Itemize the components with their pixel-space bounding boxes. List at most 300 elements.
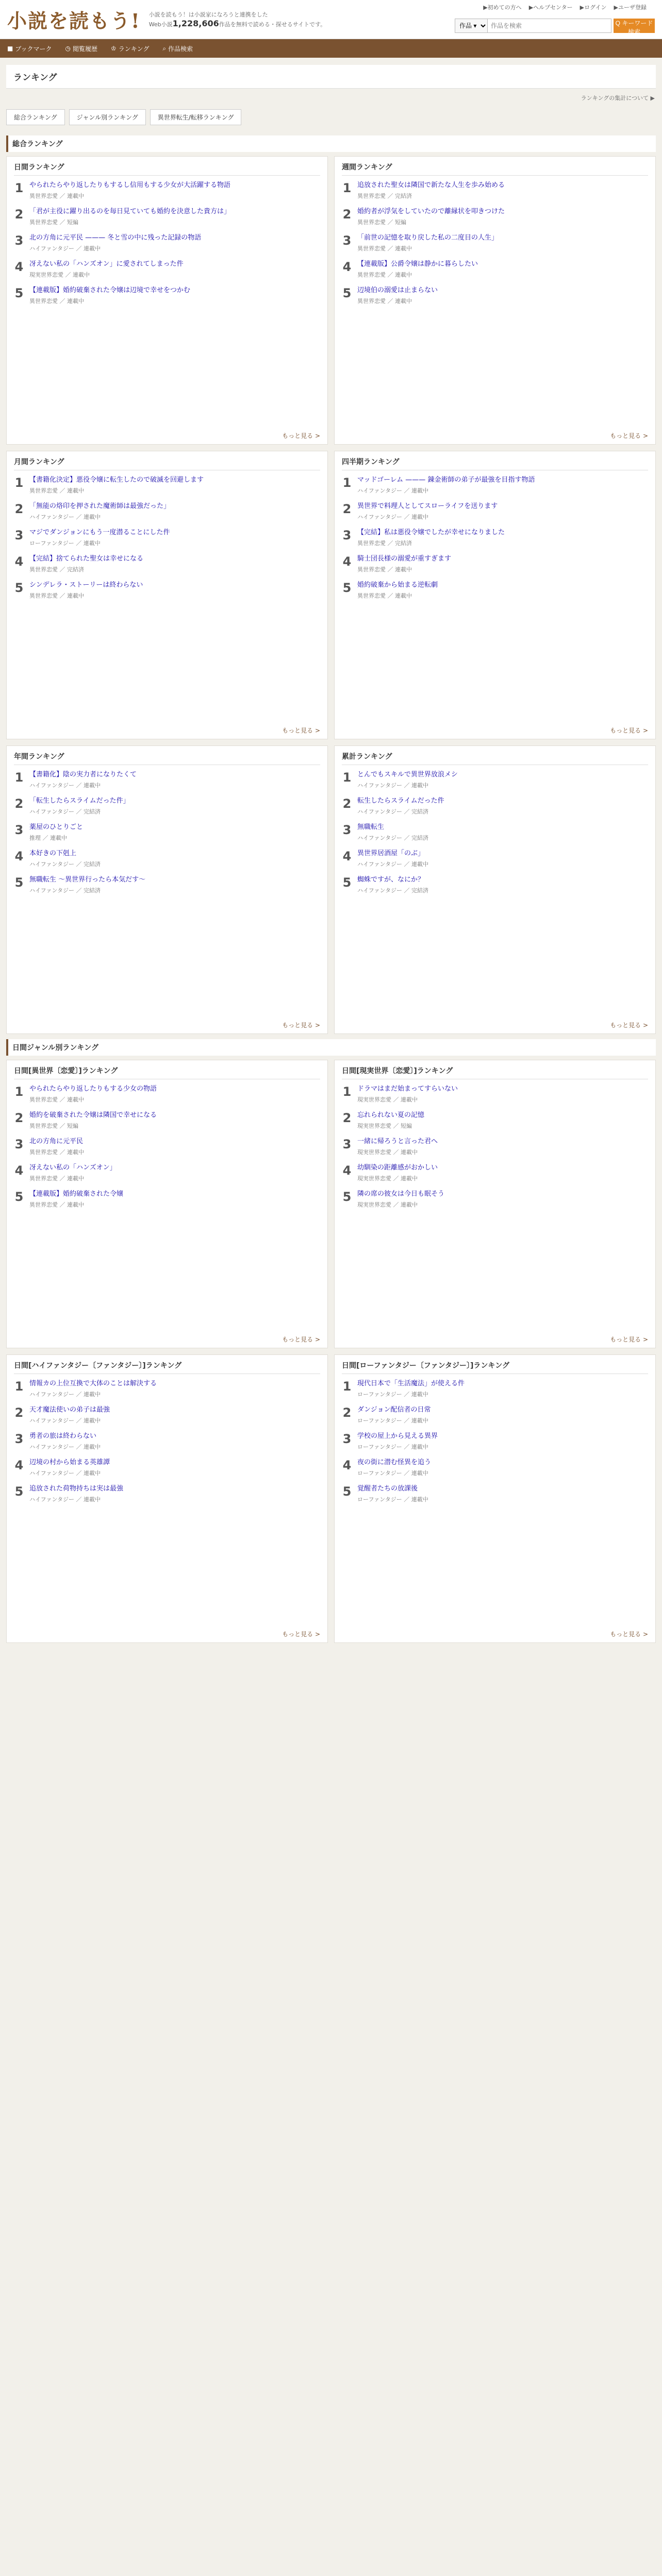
item-info xyxy=(29,875,320,894)
rank-number: 3 xyxy=(14,528,24,543)
rank-number: 1 xyxy=(342,181,352,195)
nav-bookmark[interactable]: ■ ブックマーク xyxy=(7,45,52,53)
novel-title-link[interactable]: 天才魔法使いの弟子は最強 xyxy=(29,1406,110,1414)
rank-number: 3 xyxy=(342,1137,352,1151)
rank-number: 1 xyxy=(14,770,24,785)
item-info xyxy=(29,1163,320,1182)
novel-title-link[interactable]: 【連載版】公爵令嬢は静かに暮らしたい xyxy=(357,260,478,268)
rank-number: 3 xyxy=(14,1432,24,1446)
rank-number: 1 xyxy=(342,770,352,785)
item-info xyxy=(29,1190,320,1209)
ranking-item xyxy=(14,286,320,305)
item-info xyxy=(357,1163,648,1182)
novel-meta: 異世界恋愛 ／ 連載中 xyxy=(29,1149,84,1156)
novel-meta: ハイファンタジー ／ 完結済 xyxy=(29,808,101,815)
novel-meta: 現実世界恋愛 ／ 連載中 xyxy=(29,272,90,278)
novel-meta: ハイファンタジー ／ 連載中 xyxy=(357,782,429,789)
ranking-item xyxy=(342,1163,648,1182)
novel-title-link[interactable]: ダンジョン配信者の日常 xyxy=(357,1406,431,1414)
novel-meta: 推理 ／ 連載中 xyxy=(29,835,67,841)
novel-title-link[interactable]: ドラマはまだ始まってすらいない xyxy=(357,1085,458,1093)
ranking-box-title: 日間[ローファンタジー〔ファンタジー〕]ランキング xyxy=(342,1360,648,1374)
item-info xyxy=(29,770,320,789)
item-info xyxy=(357,260,648,279)
rank-number: 4 xyxy=(14,849,24,863)
item-info xyxy=(29,849,320,868)
ranking-item xyxy=(14,1137,320,1156)
novel-meta: 現実世界恋愛 ／ 連載中 xyxy=(357,1201,418,1208)
novel-title-link[interactable]: 「前世の記憶を取り戻した私の二度目の人生」 xyxy=(357,234,499,242)
search-type-select[interactable] xyxy=(455,19,488,33)
novel-meta: ハイファンタジー ／ 連載中 xyxy=(29,245,101,252)
item-info xyxy=(29,796,320,816)
novel-title-link[interactable]: 異世界で料理人としてスローライフを送ります xyxy=(357,502,498,510)
register-link[interactable]: ▶ユーザ登録 xyxy=(614,4,647,11)
novel-meta: 異世界恋愛 ／ 連載中 xyxy=(357,272,412,278)
rank-number: 2 xyxy=(14,1111,24,1125)
novel-meta: ローファンタジー ／ 連載中 xyxy=(357,1391,428,1398)
novel-meta: ハイファンタジー ／ 完結済 xyxy=(357,835,429,841)
rank-number: 3 xyxy=(342,823,352,837)
search-button[interactable]: Q キーワード検索 xyxy=(614,19,655,33)
more-link[interactable]: もっと見る > xyxy=(610,727,648,734)
novel-title-link[interactable]: 【完結】私は悪役令嬢でしたが幸せになりました xyxy=(357,529,505,536)
ranking-item xyxy=(342,1379,648,1398)
rank-number: 3 xyxy=(14,1137,24,1151)
novel-title-link[interactable]: 冴えない私の「ハンズオン」 xyxy=(29,1164,117,1172)
rank-number: 4 xyxy=(14,554,24,569)
ranking-section xyxy=(6,135,656,1034)
novel-title-link[interactable]: 忘れられない夏の記憶 xyxy=(357,1111,425,1119)
novel-meta: 異世界恋愛 ／ 連載中 xyxy=(357,245,412,252)
login-link[interactable]: ▶ログイン xyxy=(580,4,607,11)
novel-title-link[interactable]: 【書籍化決定】悪役令嬢に転生したので破滅を回避します xyxy=(29,476,204,484)
main-nav xyxy=(0,39,662,58)
tab-overall[interactable]: 総合ランキング xyxy=(6,109,65,125)
section-title: 総合ランキング xyxy=(6,135,656,152)
item-info xyxy=(357,1484,648,1503)
ranking-item xyxy=(342,1111,648,1130)
rank-number: 4 xyxy=(342,1163,352,1178)
novel-meta: ハイファンタジー ／ 完結済 xyxy=(357,887,429,894)
item-info xyxy=(357,796,648,816)
novel-meta: 現実世界恋愛 ／ 連載中 xyxy=(357,1149,418,1156)
more-link[interactable]: もっと見る > xyxy=(610,1631,648,1638)
help-first-link[interactable]: ▶初めての方へ xyxy=(483,4,522,11)
novel-title-link[interactable]: マジでダンジョンにもう一度潜ることにした件 xyxy=(29,529,170,536)
section-title: 日間ジャンル別ランキング xyxy=(6,1039,656,1056)
novel-meta: 異世界恋愛 ／ 連載中 xyxy=(29,193,84,199)
novel-title-link[interactable]: とんでもスキルで異世界放浪メシ xyxy=(357,771,458,778)
history-icon: ◷ xyxy=(65,45,71,52)
novel-title-link[interactable]: 無職転生 xyxy=(357,823,385,831)
novel-meta: ハイファンタジー ／ 完結済 xyxy=(29,887,101,894)
ranking-item xyxy=(14,581,320,600)
item-info xyxy=(357,875,648,894)
novel-title-link[interactable]: 婚約者が浮気をしていたので離縁状を叩きつけた xyxy=(357,208,505,215)
novel-meta: 異世界恋愛 ／ 連載中 xyxy=(29,298,84,304)
novel-title-link[interactable]: 転生したらスライムだった件 xyxy=(357,797,444,805)
ranking-box-title: 累計ランキング xyxy=(342,751,648,765)
ranking-box xyxy=(334,156,656,445)
novel-meta: ハイファンタジー ／ 連載中 xyxy=(29,514,101,520)
item-info xyxy=(29,1458,320,1477)
ranking-item xyxy=(342,286,648,305)
novel-title-link[interactable]: やられたらやり返したりもする少女の物語 xyxy=(29,1085,157,1093)
novel-title-link[interactable]: 北の方角に元平民 ——— 冬と雪の中に残った記録の物語 xyxy=(29,234,202,242)
ranking-box xyxy=(6,156,328,445)
ranking-box xyxy=(334,745,656,1034)
novel-meta: 異世界恋愛 ／ 完結済 xyxy=(29,566,84,573)
site-logo[interactable]: 小説を読もう! xyxy=(7,9,141,32)
ranking-item xyxy=(342,1405,648,1425)
ranking-item xyxy=(342,207,648,226)
rank-number: 3 xyxy=(342,1432,352,1446)
rank-number: 4 xyxy=(14,1163,24,1178)
ranking-item xyxy=(14,1190,320,1209)
novel-title-link[interactable]: 辺境の村から始まる英雄譚 xyxy=(29,1459,110,1466)
search-bar xyxy=(455,19,655,36)
rank-number: 5 xyxy=(14,875,24,890)
rank-number: 1 xyxy=(14,1379,24,1394)
bookmark-icon: ■ xyxy=(7,45,13,52)
ranking-item xyxy=(14,1484,320,1503)
novel-title-link[interactable]: 【連載版】婚約破棄された令嬢は辺境で幸せをつかむ xyxy=(29,286,191,294)
novel-title-link[interactable]: 「君が主役に躍り出るのを毎日見ていても婚約を決意した貴方は」 xyxy=(29,208,231,215)
ranking-box xyxy=(334,1354,656,1643)
novel-meta: 異世界恋愛 ／ 短編 xyxy=(29,1123,78,1129)
item-info xyxy=(29,260,320,279)
novel-title-link[interactable]: 騎士団長様の溺愛が重すぎます xyxy=(357,555,452,563)
ranking-box-title: 月間ランキング xyxy=(14,456,320,470)
item-info xyxy=(29,823,320,842)
crown-icon: ♔ xyxy=(111,45,117,52)
novel-title-link[interactable]: 異世界居酒屋「のぶ」 xyxy=(357,850,425,857)
item-info xyxy=(357,476,648,495)
ranking-item xyxy=(342,849,648,868)
ranking-item xyxy=(342,1484,648,1503)
novel-meta: 現実世界恋愛 ／ 連載中 xyxy=(357,1096,418,1103)
ranking-item xyxy=(342,1084,648,1104)
novel-meta: ハイファンタジー ／ 連載中 xyxy=(29,782,101,789)
site-tagline: 小説を読もう！は小説家になろうと連携をした Web小説1,228,606作品を無料で読める・探せるサイトです。 xyxy=(148,11,326,28)
ranking-item xyxy=(342,476,648,495)
rank-number: 5 xyxy=(342,286,352,300)
top-links xyxy=(483,3,647,11)
novel-title-link[interactable]: 婚約破棄から始まる逆転劇 xyxy=(357,581,438,589)
novel-meta: ローファンタジー ／ 連載中 xyxy=(357,1496,428,1503)
tab-isekai[interactable]: 異世界転生/転移ランキング xyxy=(150,109,242,125)
rank-number: 1 xyxy=(14,1084,24,1099)
item-info xyxy=(29,286,320,305)
novel-title-link[interactable]: 隣の席の彼女は今日も眠そう xyxy=(357,1190,445,1198)
item-info xyxy=(357,1190,648,1209)
ranking-item xyxy=(342,554,648,573)
item-info xyxy=(357,207,648,226)
rank-number: 5 xyxy=(14,1190,24,1204)
rank-number: 3 xyxy=(14,233,24,248)
rank-number: 2 xyxy=(342,1405,352,1420)
item-info xyxy=(29,181,320,200)
page-title: ランキング xyxy=(6,65,656,89)
novel-title-link[interactable]: 無職転生 ～異世界行ったら本気だす～ xyxy=(29,876,146,884)
rank-number: 2 xyxy=(14,207,24,222)
nav-ranking[interactable]: ♔ ランキング xyxy=(111,45,150,53)
ranking-item xyxy=(342,1190,648,1209)
rank-number: 4 xyxy=(342,849,352,863)
item-info xyxy=(29,1084,320,1104)
more-link[interactable]: もっと見る > xyxy=(610,1022,648,1029)
novel-meta: 異世界恋愛 ／ 完結済 xyxy=(357,540,412,547)
novel-meta: 現実世界恋愛 ／ 連載中 xyxy=(357,1175,418,1182)
ranking-item xyxy=(14,476,320,495)
novel-meta: 現実世界恋愛 ／ 短編 xyxy=(357,1123,412,1129)
ranking-item xyxy=(342,875,648,894)
novel-title-link[interactable]: やられたらやり返したりもするし信用もする少女が大活躍する物語 xyxy=(29,181,231,189)
novel-title-link[interactable]: シンデレラ・ストーリーは終わらない xyxy=(29,581,143,589)
novel-title-link[interactable]: 【連載版】婚約破棄された令嬢 xyxy=(29,1190,124,1198)
nav-search[interactable]: ⌕ 作品検索 xyxy=(162,44,193,53)
novel-title-link[interactable]: 蜘蛛ですが、なにか？ xyxy=(357,876,425,884)
rank-number: 1 xyxy=(342,1379,352,1394)
novel-meta: 異世界恋愛 ／ 連載中 xyxy=(357,566,412,573)
ranking-item xyxy=(14,207,320,226)
novel-meta: 異世界恋愛 ／ 連載中 xyxy=(29,487,84,494)
item-info xyxy=(357,1084,648,1104)
ranking-item xyxy=(342,823,648,842)
ranking-item xyxy=(342,181,648,200)
novel-title-link[interactable]: 本好きの下剋上 xyxy=(29,850,77,857)
novel-meta: ハイファンタジー ／ 完結済 xyxy=(357,808,429,815)
rank-number: 4 xyxy=(14,260,24,274)
item-info xyxy=(357,233,648,252)
item-info xyxy=(29,1137,320,1156)
rank-number: 1 xyxy=(342,1084,352,1099)
item-info xyxy=(29,476,320,495)
novel-meta: ハイファンタジー ／ 連載中 xyxy=(29,1391,101,1398)
novel-title-link[interactable]: マッドゴーレム ——— 錬金術師の弟子が最強を目指す物語 xyxy=(357,476,535,484)
novel-meta: ローファンタジー ／ 連載中 xyxy=(357,1470,428,1477)
ranking-box-title: 日間[ハイファンタジー〔ファンタジー〕]ランキング xyxy=(14,1360,320,1374)
ranking-item xyxy=(14,1163,320,1182)
novel-meta: 異世界恋愛 ／ 連載中 xyxy=(29,1175,84,1182)
rank-number: 4 xyxy=(14,1458,24,1472)
ranking-item xyxy=(342,1137,648,1156)
novel-meta: ハイファンタジー ／ 連載中 xyxy=(29,1417,101,1424)
ranking-box-title: 四半期ランキング xyxy=(342,456,648,470)
rank-number: 1 xyxy=(342,476,352,490)
item-info xyxy=(357,1432,648,1451)
ranking-box-title: 日間[異世界〔恋愛〕]ランキング xyxy=(14,1065,320,1079)
item-info xyxy=(29,502,320,521)
novel-meta: ハイファンタジー ／ 連載中 xyxy=(29,1470,101,1477)
novel-meta: ハイファンタジー ／ 連載中 xyxy=(29,1496,101,1503)
novel-title-link[interactable]: 追放された聖女は隣国で新たな人生を歩み始める xyxy=(357,181,505,189)
novel-title-link[interactable]: 辺境伯の溺愛は止まらない xyxy=(357,286,438,294)
ranking-item xyxy=(14,1432,320,1451)
item-info xyxy=(29,581,320,600)
novel-meta: 異世界恋愛 ／ 連載中 xyxy=(357,592,412,599)
item-info xyxy=(29,233,320,252)
ranking-item xyxy=(14,260,320,279)
rank-number: 2 xyxy=(342,207,352,222)
nav-history[interactable]: ◷ 閲覧履歴 xyxy=(65,45,98,53)
novel-title-link[interactable]: 婚約を破棄された令嬢は隣国で幸せになる xyxy=(29,1111,157,1119)
ranking-item xyxy=(14,1405,320,1425)
novel-title-link[interactable]: 情報カの上位互換で大体のことは解決する xyxy=(29,1380,157,1387)
ranking-item xyxy=(14,770,320,789)
ranking-item xyxy=(342,1458,648,1477)
novel-title-link[interactable]: 学校の屋上から見える異界 xyxy=(357,1432,438,1440)
novel-meta: ハイファンタジー ／ 連載中 xyxy=(357,861,429,868)
novel-meta: 異世界恋愛 ／ 連載中 xyxy=(29,592,84,599)
novel-meta: 異世界恋愛 ／ 短編 xyxy=(29,219,78,226)
novel-meta: ハイファンタジー ／ 連載中 xyxy=(357,487,429,494)
rank-number: 5 xyxy=(342,875,352,890)
more-link[interactable]: もっと見る > xyxy=(282,1022,320,1029)
item-info xyxy=(29,1111,320,1130)
ranking-box xyxy=(334,1060,656,1348)
rank-number: 5 xyxy=(342,581,352,595)
item-info xyxy=(357,823,648,842)
more-link[interactable]: もっと見る > xyxy=(610,432,648,439)
ranking-box-title: 日間[現実世界〔恋愛〕]ランキング xyxy=(342,1065,648,1079)
item-info xyxy=(357,528,648,547)
novel-meta: ハイファンタジー ／ 完結済 xyxy=(29,861,101,868)
rank-number: 3 xyxy=(342,528,352,543)
ranking-item xyxy=(14,233,320,252)
rank-number: 1 xyxy=(14,181,24,195)
ranking-box xyxy=(6,451,328,739)
item-info xyxy=(29,1432,320,1451)
ranking-item xyxy=(14,823,320,842)
rank-number: 2 xyxy=(342,502,352,516)
ranking-item xyxy=(14,181,320,200)
novel-title-link[interactable]: 夜の街に潜む怪異を追う xyxy=(357,1459,432,1466)
novel-title-link[interactable]: 追放された荷物持ちは実は最強 xyxy=(29,1485,124,1493)
rank-number: 3 xyxy=(14,823,24,837)
ranking-box xyxy=(6,1354,328,1643)
novel-meta: ローファンタジー ／ 連載中 xyxy=(357,1444,428,1450)
novel-meta: 異世界恋愛 ／ 連載中 xyxy=(357,298,412,304)
site-header xyxy=(0,0,662,39)
novel-meta: 異世界恋愛 ／ 連載中 xyxy=(29,1096,84,1103)
ranking-item xyxy=(342,502,648,521)
ranking-item xyxy=(14,796,320,816)
ranking-item xyxy=(342,233,648,252)
ranking-box-title: 週間ランキング xyxy=(342,162,648,176)
more-link[interactable]: もっと見る > xyxy=(282,432,320,439)
novel-title-link[interactable]: 冴えない私の「ハンズオン」に愛されてしまった件 xyxy=(29,260,184,268)
more-link[interactable]: もっと見る > xyxy=(282,1631,320,1638)
item-info xyxy=(357,286,648,305)
content-container xyxy=(6,65,656,1643)
novel-title-link[interactable]: 現代日本で「生活魔法」が使える件 xyxy=(357,1380,465,1387)
rank-number: 5 xyxy=(14,1484,24,1499)
rank-number: 3 xyxy=(342,233,352,248)
ranking-box xyxy=(6,745,328,1034)
novel-title-link[interactable]: 幼馴染の距離感がおかしい xyxy=(357,1164,438,1172)
rank-number: 2 xyxy=(14,1405,24,1420)
ranking-box xyxy=(6,1060,328,1348)
item-info xyxy=(357,502,648,521)
more-link[interactable]: もっと見る > xyxy=(282,727,320,734)
novel-meta: ローファンタジー ／ 連載中 xyxy=(357,1417,428,1424)
novel-meta: 異世界恋愛 ／ 連載中 xyxy=(29,1201,84,1208)
item-info xyxy=(29,1405,320,1425)
ranking-note-link[interactable]: ランキングの集計について ▶ xyxy=(581,95,655,101)
novel-meta: ハイファンタジー ／ 連載中 xyxy=(29,1444,101,1450)
item-info xyxy=(357,1379,648,1398)
rank-number: 4 xyxy=(342,260,352,274)
ranking-item xyxy=(14,528,320,547)
tab-genre[interactable]: ジャンル別ランキング xyxy=(69,109,146,125)
ranking-tabs xyxy=(6,107,656,130)
rank-number: 5 xyxy=(14,581,24,595)
item-info xyxy=(29,528,320,547)
ranking-box-title: 日間ランキング xyxy=(14,162,320,176)
ranking-item xyxy=(342,260,648,279)
ranking-item xyxy=(14,502,320,521)
novel-title-link[interactable]: 薬屋のひとりごと xyxy=(29,823,84,831)
novel-title-link[interactable]: 一緒に帰ろうと言った君へ xyxy=(357,1138,438,1145)
ranking-section xyxy=(6,1039,656,1643)
ranking-item xyxy=(14,875,320,894)
more-link[interactable]: もっと見る > xyxy=(610,1336,648,1343)
item-info xyxy=(29,207,320,226)
help-center-link[interactable]: ▶ヘルプセンター xyxy=(528,4,573,11)
search-icon: ⌕ xyxy=(162,44,167,52)
rank-number: 5 xyxy=(14,286,24,300)
rank-number: 2 xyxy=(14,502,24,516)
novel-title-link[interactable]: 「無能の烙印を押された魔術師は最強だった」 xyxy=(29,502,171,510)
rank-number: 4 xyxy=(342,554,352,569)
ranking-item xyxy=(342,528,648,547)
ranking-item xyxy=(14,1111,320,1130)
item-info xyxy=(29,554,320,573)
item-info xyxy=(357,1405,648,1425)
novel-title-link[interactable]: 勇者の旅は終わらない xyxy=(29,1432,97,1440)
more-link[interactable]: もっと見る > xyxy=(282,1336,320,1343)
rank-number: 1 xyxy=(14,476,24,490)
novel-meta: ローファンタジー ／ 連載中 xyxy=(29,540,101,547)
ranking-item xyxy=(14,554,320,573)
ranking-box xyxy=(334,451,656,739)
item-info xyxy=(357,581,648,600)
ranking-item xyxy=(342,796,648,816)
rank-number: 5 xyxy=(342,1484,352,1499)
item-info xyxy=(357,554,648,573)
item-info xyxy=(357,1111,648,1130)
ranking-grid xyxy=(6,156,656,1034)
ranking-item xyxy=(14,849,320,868)
rank-number: 5 xyxy=(342,1190,352,1204)
novel-title-link[interactable]: 【完結】捨てられた聖女は幸せになる xyxy=(29,555,144,563)
ranking-item xyxy=(14,1084,320,1104)
item-info xyxy=(357,181,648,200)
novel-title-link[interactable]: 覚醒者たちの放課後 xyxy=(357,1485,418,1493)
rank-number: 4 xyxy=(342,1458,352,1472)
novel-title-link[interactable]: 「転生したらスライムだった件」 xyxy=(29,797,130,805)
novel-title-link[interactable]: 【書籍化】陰の実力者になりたくて xyxy=(29,771,137,778)
rank-number: 2 xyxy=(342,1111,352,1125)
item-info xyxy=(357,1458,648,1477)
item-info xyxy=(357,1137,648,1156)
novel-meta: 異世界恋愛 ／ 短編 xyxy=(357,219,406,226)
ranking-item xyxy=(14,1458,320,1477)
novel-title-link[interactable]: 北の方角に元平民 xyxy=(29,1138,84,1145)
search-input[interactable] xyxy=(488,19,611,33)
